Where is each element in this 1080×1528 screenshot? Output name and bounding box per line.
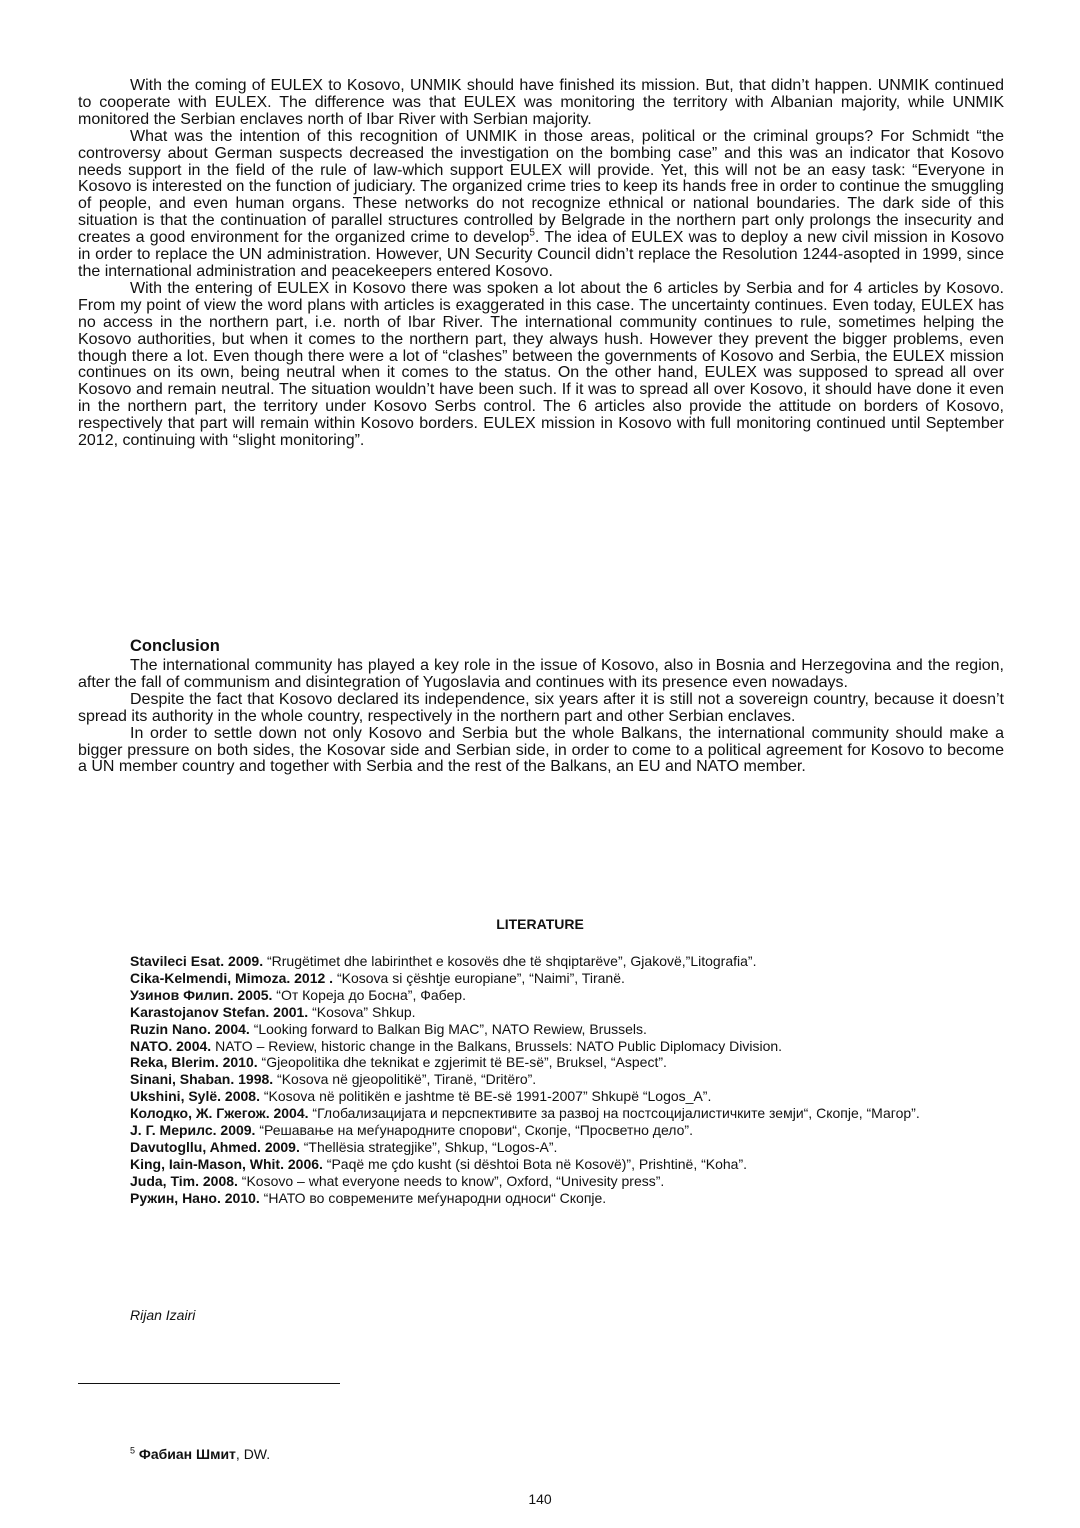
footnote-rest: , DW.	[235, 1446, 271, 1462]
reference-item	[78, 970, 1004, 987]
body-text	[78, 78, 1004, 450]
reference-item	[78, 1021, 1004, 1038]
reference-item	[78, 953, 1004, 970]
reference-text: “Looking forward to Balkan Big MAC”, NATO Rewiew, Brussels.	[249, 1020, 647, 1037]
reference-author: Ruzin Nano. 2004.	[130, 1020, 250, 1037]
reference-text: “Kosovo – what everyone needs to know”, Oxford, “Univesity press”.	[237, 1172, 665, 1189]
reference-item	[78, 1173, 1004, 1190]
reference-author: Stavileci Esat. 2009.	[130, 953, 264, 969]
footnote-ref: 5	[529, 227, 535, 239]
footnote	[130, 1446, 270, 1462]
paragraph-2	[78, 129, 1004, 281]
reference-author: King, Iain-Mason, Whit. 2006.	[130, 1155, 323, 1172]
paragraph-3: With the entering of EULEX in Kosovo there was spoken a lot about the 6 articles by Serbia and for 4 articles by Kosovo. From my point of view the word plans with articles is exaggerated in this case. The uncertainty continues. Even today, EULEX has no access in the northern part, i.e. north of Ibar River. The international community continues to rule, sometimes helping the Kosovo authorities, but when it comes to the northern part, they always hush. However they prevent the bigger problems, even though there a lot. Even though there were a lot of “clashes” between the governments of Kosovo and Serbia, the EULEX mission continues on its own, being neutral when it comes to the status. On the other hand, EULEX was supposed to spread all over Kosovo and remain neutral. The situation wouldn’t have been such. If it was to spread all over Kosovo, it should have done it even in the northern part, the territory under Kosovo Serbs control. The 6 articles also provide the attitude on borders of Kosovo, respectively that part will remain within Kosovo borders. EULEX mission in Kosovo with full monitoring continued until September 2012, continuing with “slight monitoring”.	[78, 279, 1004, 450]
reference-item	[78, 1088, 1004, 1105]
reference-author: Karastojanov Stefan. 2001.	[130, 1003, 309, 1020]
paragraph-2-text-a: What was the intention of this recognition of UNMIK in those areas, political or the criminal groups? For Schmidt “the controversy about German suspects decreased the investigation on the bombing case” and this was an indicator that Kosovo needs support in the field of the rule of law-which support EULEX will provide. Yet, this will not be an easy task: “Everyone in Kosovo is interested on the function of judiciary. The organized crime tries to keep its hands free in order to continue the smuggling of people, and even human organs. These networks do not recognize ethnical or national boundaries. The dark side of this situation is that the continuation of parallel structures controlled by Belgrade in the northern part only prolongs the insecurity and creates a good environment for the organized crime to develop	[78, 127, 1004, 247]
reference-item	[78, 1054, 1004, 1071]
reference-text: “Kosova në politikën e jashtme të BE-së 1991-2007” Shkupë “Logos_A”.	[259, 1088, 712, 1105]
reference-author: Cika-Kelmendi, Mimoza. 2012 .	[130, 969, 334, 986]
reference-text: NATO – Review, historic change in the Balkans, Brussels: NATO Public Diplomacy Division.	[211, 1037, 783, 1054]
reference-author: NATO. 2004.	[130, 1037, 212, 1054]
reference-author: Ukshini, Sylë. 2008.	[130, 1088, 260, 1105]
reference-author: Sinani, Shaban. 1998.	[130, 1071, 274, 1088]
reference-author: Ј. Г. Мерилс. 2009.	[130, 1122, 256, 1139]
conclusion-paragraph-3: In order to settle down not only Kosovo and Serbia but the whole Balkans, the international community should make a bigger pressure on both sides, the Kosovar side and Serbian side, in order to come to a political agreement for Kosovo to become a UN member country and together with Serbia and the rest of the Balkans, an EU and NATO member.	[78, 724, 1004, 776]
literature-title: LITERATURE	[496, 916, 584, 932]
reference-author: Ружин, Нано. 2010.	[130, 1189, 260, 1206]
paragraph-1: With the coming of EULEX to Kosovo, UNMIK should have finished its mission. But, that didn’t happen. UNMIK continued to cooperate with EULEX. The difference was that EULEX was monitoring the territory with Albanian majority, while UNMIK monitored the Serbian enclaves north of Ibar River with Serbian majority.	[78, 77, 1004, 128]
reference-item	[78, 1122, 1004, 1139]
reference-item	[78, 1004, 1004, 1021]
footnote-marker: 5	[130, 1445, 136, 1456]
reference-item	[78, 987, 1004, 1004]
reference-author: Juda, Tim. 2008.	[130, 1172, 238, 1189]
conclusion-heading: Conclusion	[130, 637, 220, 655]
reference-item	[78, 1105, 1004, 1122]
reference-text: “Kosova në gjeopolitikë”, Tiranë, “Dritëro”.	[273, 1071, 537, 1088]
page-number: 140	[528, 1491, 552, 1507]
reference-text: “Paqë me çdo kusht (si dështoi Bota në Kosovë)”, Prishtinë, “Koha”.	[322, 1155, 748, 1172]
footnote-name: Фабиан Шмит	[138, 1446, 236, 1462]
reference-item	[78, 1071, 1004, 1088]
reference-text: “Глобализацијата и перспективите за развој на постсоцијалистичките земји“, Скопје, “Магор”.	[308, 1105, 920, 1122]
conclusion-body	[78, 658, 1004, 776]
reference-text: “Решавање на меѓународните спорови“, Скопје, “Просветно дело”.	[255, 1122, 693, 1139]
reference-author: Узинов Филип. 2005.	[130, 986, 273, 1003]
reference-text: “Kosova” Shkup.	[308, 1003, 416, 1020]
conclusion-paragraph-2: Despite the fact that Kosovo declared its independence, six years after it is still not a sovereign country, because it doesn’t spread its authority in the whole country, respectively in the northern part and other Serbian enclaves.	[78, 690, 1004, 725]
reference-author: Колодко, Ж. Гжегож. 2004.	[130, 1105, 309, 1122]
reference-text: “От Кореја до Босна”, Фабер.	[272, 986, 466, 1003]
reference-text: “Kosova si çështje europiane”, “Naimi”, Tiranë.	[333, 969, 625, 986]
reference-author: Davutogllu, Ahmed. 2009.	[130, 1138, 300, 1155]
reference-text: “Rrugëtimet dhe labirinthet e kosovës dhe të shqiptarëve”, Gjakovë,”Litografia”.	[263, 953, 757, 969]
footnote-divider	[78, 1383, 340, 1384]
reference-author: Reka, Blerim. 2010.	[130, 1054, 258, 1071]
reference-text: “Thellësia strategjike”, Shkup, “Logos-A”.	[299, 1138, 558, 1155]
author-signature: Rijan Izairi	[130, 1307, 196, 1323]
reference-item	[78, 1190, 1004, 1207]
reference-item	[78, 1139, 1004, 1156]
conclusion-paragraph-1: The international community has played a key role in the issue of Kosovo, also in Bosnia and Herzegovina and the region, after the fall of communism and disintegration of Yugoslavia and continues with its presence even nowadays.	[78, 657, 1004, 691]
reference-item	[78, 1156, 1004, 1173]
reference-item	[78, 1038, 1004, 1055]
reference-text: “НАТО во современите меѓународни односи“ Скопје.	[259, 1189, 607, 1206]
reference-text: “Gjeopolitika dhe teknikat e zgjerimit të BE-së”, Bruksel, “Aspect”.	[257, 1054, 667, 1071]
paragraph-2-text-b: . The idea of EULEX was to deploy a new civil mission in Kosovo in order to replace the UN administration. However, UN Security Council didn’t replace the Resolution 1244-asopted in 1999, since the international administration and peacekeepers entered Kosovo.	[78, 229, 1005, 280]
reference-list	[78, 953, 1004, 1207]
